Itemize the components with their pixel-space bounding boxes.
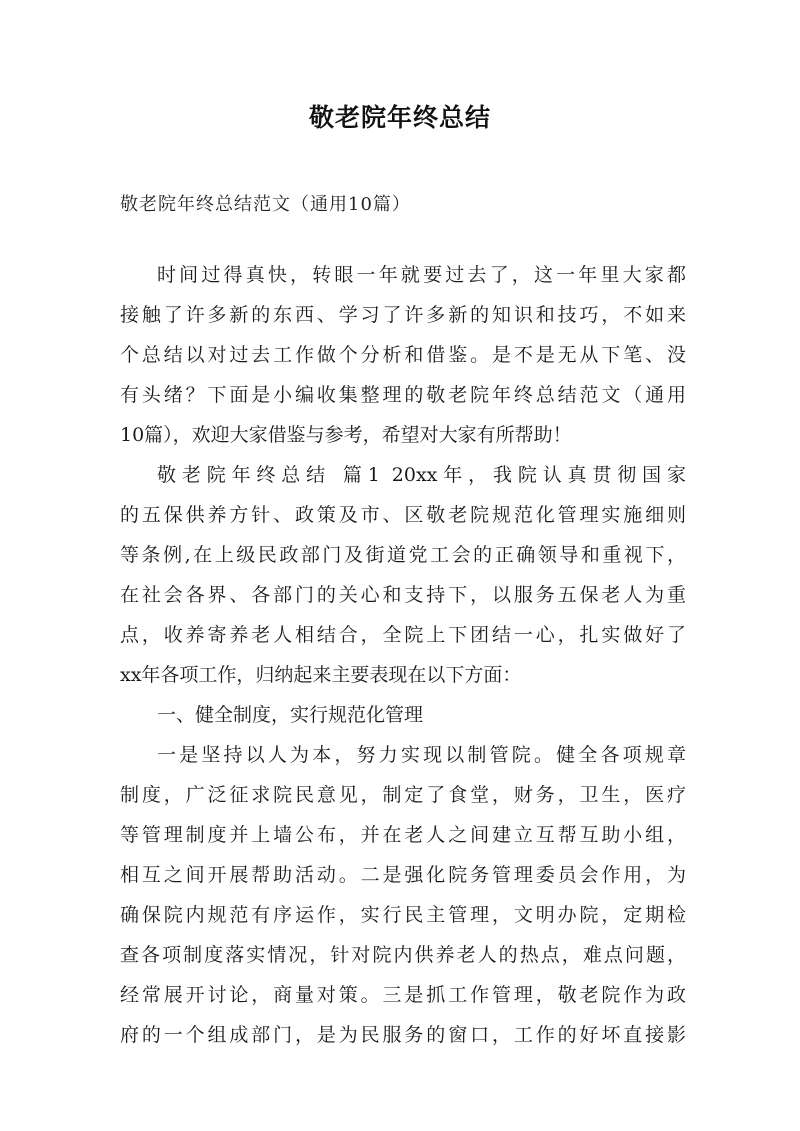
document-title: 敬老院年终总结 — [308, 103, 491, 132]
body-line: 时间过得真快，转眼一年就要过去了，这一年里大家都 — [157, 264, 686, 286]
body-line: 确保院内规范有序运作，实行民主管理，文明办院，定期检 — [120, 904, 686, 926]
body-line: 10篇），欢迎大家借鉴与参考，希望对大家有所帮助！ — [120, 424, 572, 446]
section-heading: 一、健全制度，实行规范化管理 — [157, 704, 424, 726]
body-line: xx年各项工作，归纳起来主要表现在以下方面： — [120, 664, 522, 686]
body-line: 府的一个组成部门，是为民服务的窗口，工作的好坏直接影 — [120, 1024, 686, 1046]
body-line: 个总结以对过去工作做个分析和借鉴。是不是无从下笔、没 — [120, 344, 686, 366]
body-line: 点，收养寄养老人相结合，全院上下团结一心，扎实做好了 — [120, 624, 686, 646]
document-subtitle: 敬老院年终总结范文（通用10篇） — [120, 194, 411, 215]
body-line: 经常展开讨论，商量对策。三是抓工作管理，敬老院作为政 — [120, 984, 686, 1006]
body-line: 一是坚持以人为本，努力实现以制管院。健全各项规章 — [157, 744, 686, 766]
body-line: 相互之间开展帮助活动。二是强化院务管理委员会作用，为 — [120, 864, 686, 886]
body-line: 制度，广泛征求院民意见，制定了食堂，财务，卫生，医疗 — [120, 784, 686, 806]
body-line: 接触了许多新的东西、学习了许多新的知识和技巧，不如来 — [120, 304, 686, 326]
body-line: 有头绪？下面是小编收集整理的敬老院年终总结范文（通用 — [120, 384, 686, 406]
body-line: 的五保供养方针、政策及市、区敬老院规范化管理实施细则 — [120, 504, 686, 526]
body-line: 在社会各界、各部门的关心和支持下，以服务五保老人为重 — [120, 584, 686, 606]
body-line: 等管理制度并上墙公布，并在老人之间建立互帮互助小组， — [120, 824, 686, 846]
body-line: 等条例,在上级民政部门及街道党工会的正确领导和重视下， — [120, 544, 686, 566]
body-line: 查各项制度落实情况，针对院内供养老人的热点，难点问题， — [120, 944, 686, 966]
body-line: 敬老院年终总结 篇1 20xx年，我院认真贯彻国家 — [157, 464, 686, 486]
